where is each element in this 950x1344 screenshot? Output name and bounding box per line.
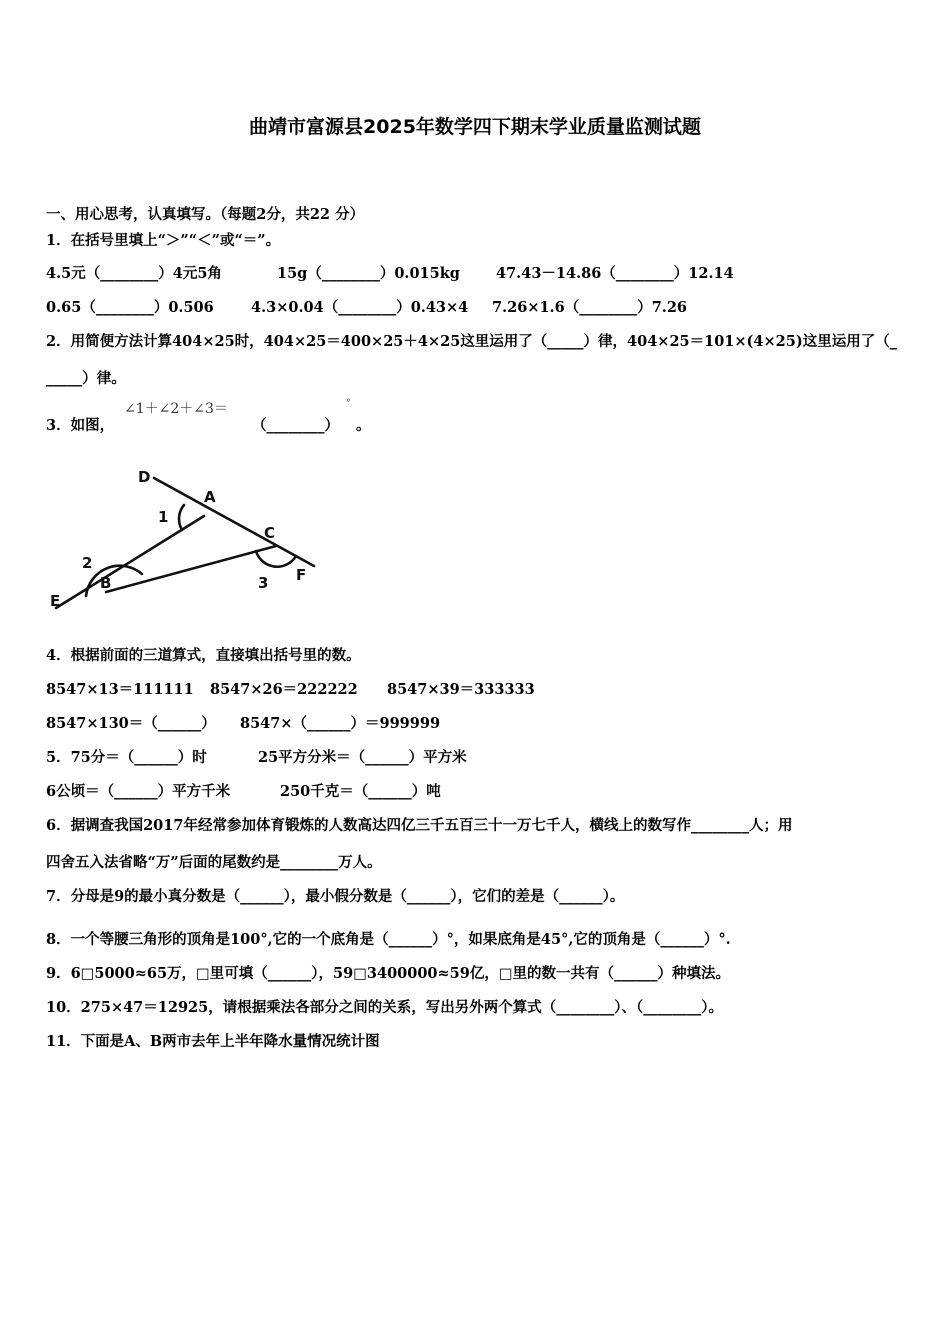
label-c: C bbox=[264, 524, 276, 542]
q4-item: 8547×13＝111111 bbox=[46, 681, 194, 698]
q1-item: 47.43－14.86（________）12.14 bbox=[496, 265, 734, 282]
question-6-line-1: 6．据调查我国2017年经常参加体育锻炼的人数高达四亿三千五百三十一万七千人，横线上的数写作________人；用 bbox=[46, 817, 793, 834]
question-4-row-2 bbox=[46, 712, 440, 733]
angle-1-arc bbox=[179, 505, 184, 530]
question-4-row-1 bbox=[46, 678, 535, 699]
section-heading: 一、用心思考，认真填写。（每题2分，共22 分） bbox=[46, 206, 365, 223]
question-5-row-1 bbox=[46, 746, 467, 767]
question-11: 11．下面是A、B两市去年上半年降水量情况统计图 bbox=[46, 1033, 380, 1050]
question-3-period: 。 bbox=[356, 417, 371, 434]
q4-item: 8547×130＝（______） bbox=[46, 715, 216, 732]
label-angle-2: 2 bbox=[82, 554, 93, 572]
label-a: A bbox=[204, 488, 216, 506]
angle-2-arc bbox=[86, 566, 142, 596]
label-angle-3: 3 bbox=[258, 574, 269, 592]
label-b: B bbox=[100, 574, 112, 592]
question-1-row-1 bbox=[46, 262, 734, 283]
label-angle-1: 1 bbox=[158, 508, 169, 526]
q1-item: 7.26×1.6（________）7.26 bbox=[492, 299, 688, 316]
angle-sum-formula: ∠1＋∠2＋∠3＝ bbox=[124, 401, 228, 417]
label-d: D bbox=[138, 468, 151, 486]
q4-item: 8547×39＝333333 bbox=[387, 681, 535, 698]
question-1-row-2 bbox=[46, 296, 687, 317]
question-4-stem: 4．根据前面的三道算式，直接填出括号里的数。 bbox=[46, 647, 361, 664]
q5-item: 6公顷＝（______）平方千米 bbox=[46, 783, 231, 800]
question-3-blank: （________） bbox=[252, 417, 339, 434]
question-3-prefix: 3．如图， bbox=[46, 417, 115, 434]
question-2-line-2: _____）律。 bbox=[46, 370, 126, 387]
question-1-stem: 1．在括号里填上“＞”“＜”或“＝”。 bbox=[46, 232, 281, 249]
label-e: E bbox=[50, 592, 61, 610]
question-6-line-2: 四舍五入法省略“万”后面的尾数约是________万人。 bbox=[46, 854, 382, 871]
angle-figure bbox=[44, 460, 334, 620]
question-10: 10．275×47＝12925，请根据乘法各部分之间的关系，写出另外两个算式（________）、（________）。 bbox=[46, 999, 723, 1016]
q5-item: 25平方分米＝（______）平方米 bbox=[258, 749, 467, 766]
q1-item: 4.3×0.04（________）0.43×4 bbox=[251, 299, 469, 316]
q5-item: 250千克＝（______）吨 bbox=[280, 783, 441, 800]
q4-item: 8547×26＝222222 bbox=[210, 681, 358, 698]
question-5-row-2 bbox=[46, 780, 441, 801]
degree-mark: ° bbox=[346, 398, 351, 409]
q5-item: 5．75分＝（______）时 bbox=[46, 749, 207, 766]
question-7: 7．分母是9的最小真分数是（______），最小假分数是（______），它们的差是（______）。 bbox=[46, 888, 625, 905]
q1-item: 0.65（________）0.506 bbox=[46, 299, 214, 316]
q1-item: 15g（________）0.015kg bbox=[277, 265, 460, 282]
q4-item: 8547×（______）＝999999 bbox=[240, 715, 441, 732]
label-f: F bbox=[296, 566, 307, 584]
question-9: 9．6□5000≈65万，□里可填（______），59□3400000≈59亿，□里的数一共有（______）种填法。 bbox=[46, 965, 731, 982]
q1-item: 4.5元（________）4元5角 bbox=[46, 265, 222, 282]
page-title: 曲靖市富源县2025年数学四下期末学业质量监测试题 bbox=[249, 116, 701, 138]
question-2-line-1: 2．用简便方法计算404×25时，404×25＝400×25＋4×25这里运用了（_____）律，404×25＝101×(4×25)这里运用了（_ bbox=[46, 333, 897, 350]
question-8: 8．一个等腰三角形的顶角是100°,它的一个底角是（______）°，如果底角是45°,它的顶角是（______）°. bbox=[46, 931, 731, 948]
